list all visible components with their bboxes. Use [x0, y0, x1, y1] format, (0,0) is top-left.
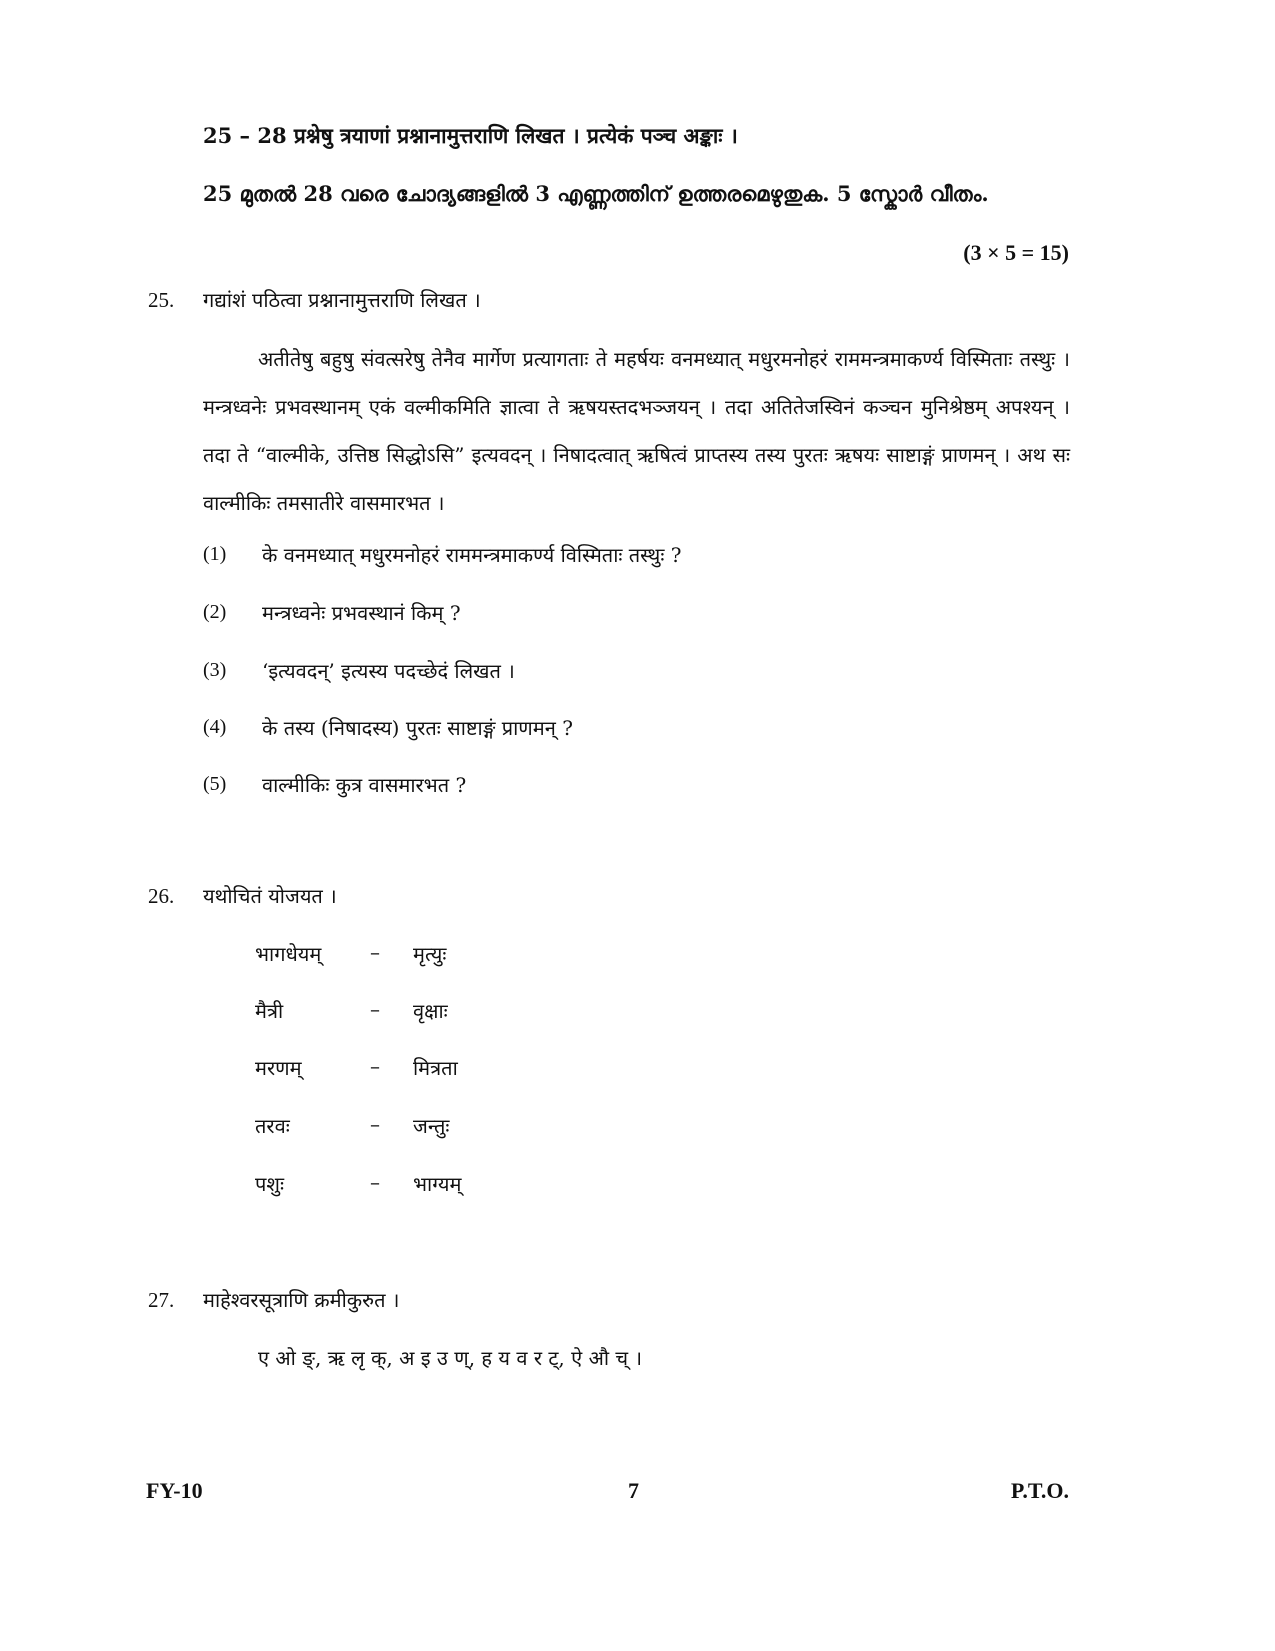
instruction-sanskrit: 25 – 28 प्रश्नेषु त्रयाणां प्रश्नानामुत्तराणि लिखत । प्रत्येकं पञ्च अङ्काः ।: [203, 123, 738, 148]
question-prompt: माहेश्वरसूत्राणि क्रमीकुरुत ।: [203, 1288, 400, 1312]
question-prompt: गद्यांशं पठित्वा प्रश्नानामुत्तराणि लिखत ।: [203, 288, 481, 312]
match-dash: –: [370, 1112, 380, 1136]
match-right-term: मृत्युः: [413, 942, 447, 966]
match-left-term: मैत्री: [255, 999, 284, 1023]
match-right-term: जन्तुः: [413, 1114, 450, 1138]
subquestion-text: ‘इत्यवदन्’ इत्यस्य पदच्छेदं लिखत ।: [262, 659, 515, 683]
match-right-term: मित्रता: [413, 1056, 458, 1080]
match-left-term: भागधेयम्: [255, 942, 322, 966]
match-right-term: वृक्षाः: [413, 999, 448, 1023]
paper-code: FY-10: [146, 1478, 203, 1503]
match-dash: –: [370, 997, 380, 1021]
match-right-term: भाग्यम्: [413, 1172, 462, 1196]
question-number: 25.: [148, 288, 175, 312]
match-dash: –: [370, 940, 380, 964]
subquestion-number: (2): [203, 601, 227, 623]
match-dash: –: [370, 1054, 380, 1078]
subquestion-number: (3): [203, 659, 227, 681]
match-left-term: पशुः: [255, 1172, 284, 1196]
question-content: ए ओ ङ्, ऋ लृ क्, अ इ उ ण्, ह य व र ट्, ऐ औ च् ।: [258, 1346, 643, 1370]
subquestion-number: (4): [203, 716, 227, 738]
instruction-malayalam: 25 മുതൽ 28 വരെ ചോദ്യങ്ങളിൽ 3 എണ്ണത്തിന് ഉത്തരമെഴുതുക. 5 സ്കോർ വീതം.: [203, 181, 989, 206]
match-left-term: मरणम्: [255, 1056, 302, 1080]
match-dash: –: [370, 1170, 380, 1194]
question-prompt: यथोचितं योजयत ।: [203, 884, 337, 908]
subquestion-text: वाल्मीकिः कुत्र वासमारभत ?: [262, 773, 467, 797]
question-number: 27.: [148, 1288, 175, 1312]
passage: [203, 335, 1070, 527]
subquestion-text: मन्त्रध्वनेः प्रभवस्थानं किम् ?: [262, 601, 461, 625]
pto-label: P.T.O.: [1010, 1478, 1069, 1503]
subquestion-number: (5): [203, 773, 227, 795]
passage-text: अतीतेषु बहुषु संवत्सरेषु तेनैव मार्गेण प्रत्यागताः ते महर्षयः वनमध्यात् मधुरमनोहरं राममन्त्रमाकर्ण्य विस्मिताः तस्थुः । मन्त्रध्वनेः प्रभवस्थानम् एकं वल्मीकमिति ज्ञात्वा ते ऋषयस्तदभञ्जयन् । तदा अतितेजस्विनं कञ्चन मुनिश्रेष्ठम् अपश्यन् । तदा ते “वाल्मीके, उत्तिष्ठ सिद्धोऽसि” इत्यवदन् । निषादत्वात् ऋषित्वं प्राप्तस्य तस्य पुरतः ऋषयः साष्टाङ्गं प्राणमन् । अथ सः वाल्मीकिः तमसातीरे वासमारभत ।: [203, 347, 1070, 515]
marks-allocation: (3 × 5 = 15): [963, 240, 1069, 265]
page-number: 7: [628, 1478, 639, 1503]
question-number: 26.: [148, 884, 175, 908]
match-left-term: तरवः: [255, 1114, 290, 1138]
subquestion-number: (1): [203, 543, 227, 565]
subquestion-text: के तस्य (निषादस्य) पुरतः साष्टाङ्गं प्राणमन् ?: [262, 716, 573, 740]
subquestion-text: के वनमध्यात् मधुरमनोहरं राममन्त्रमाकर्ण्य विस्मिताः तस्थुः ?: [262, 543, 682, 567]
